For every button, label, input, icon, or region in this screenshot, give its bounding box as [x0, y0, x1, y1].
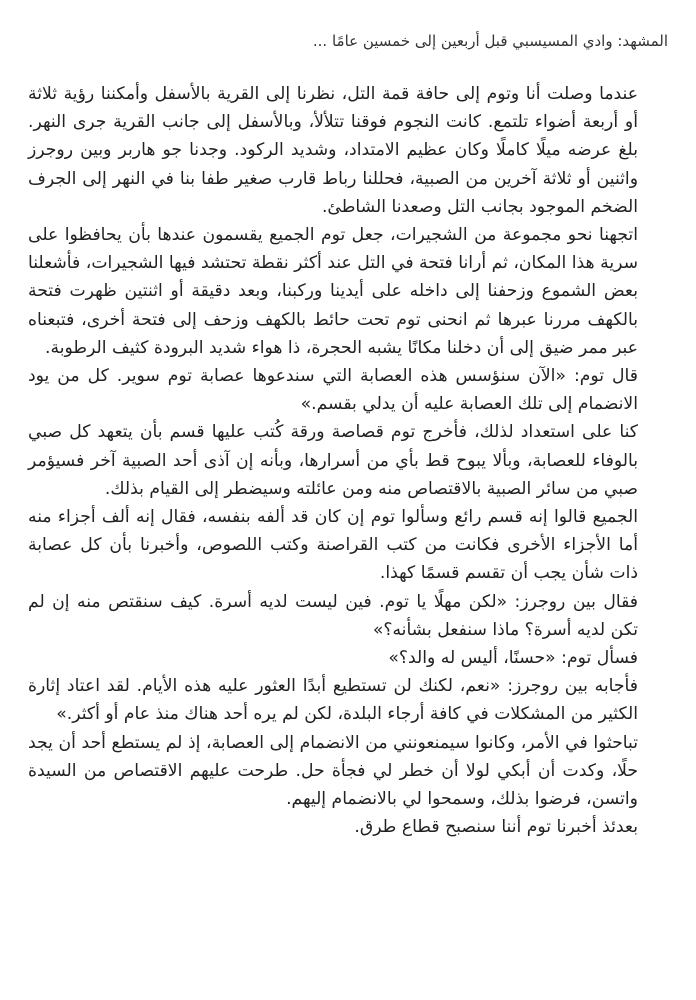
paragraph-4: كنا على استعداد لذلك، فأخرج توم قصاصة ورقة كُتب عليها قسم بأن يتعهد كل صبي بالوفاء للعصابة، وبألا يبوح قط بأي من أسرارها، وبأنه إن آذى أحد الصبية آخر فسيؤمر صبي من سائر الصبية بالاقتصاص منه ومن عائلته وسيضطر إلى القيام بذلك.: [28, 422, 638, 499]
paragraph-7: فسأل توم: «حسنًا، أليس له والد؟»: [388, 648, 638, 669]
paragraph-9: تباحثوا في الأمر، وكانوا سيمنعونني من الانضمام إلى العصابة، إذ لم يستطع أحد أن يجد حلًا، وكدت أن أبكي لولا أن خطر لي فجأة حل. طرحت عليهم الاقتصاص من السيدة واتسن، فرضوا بذلك، وسمحوا لي بالانضمام إليهم.: [28, 732, 638, 810]
story-body: [28, 80, 638, 841]
paragraph-8: فأجابه بين روجرز: «نعم، لكنك لن تستطيع أبدًا العثور عليه هذه الأيام. لقد اعتاد إثارة الكثير من المشكلات في كافة أرجاء البلدة، لكن لم يره أحد هناك منذ عام أو أكثر.»: [28, 676, 638, 725]
paragraph-3: قال توم: «الآن سنؤسس هذه العصابة التي سندعوها عصابة توم سوير. كل من يود الانضمام إلى تلك العصابة عليه أن يدلي بقسم.»: [28, 366, 638, 415]
paragraph-10: بعدئذ أخبرنا توم أننا سنصبح قطاع طرق.: [354, 817, 638, 838]
paragraph-1: عندما وصلت أنا وتوم إلى حافة قمة التل، نظرنا إلى القرية بالأسفل وأمكننا رؤية ثلاثة أو أربعة أضواء تلتمع. كانت النجوم فوقنا تتلألأ، وبالأسفل إلى جانب القرية جرى النهر. بلغ عرضه ميلًا كاملًا وكان عظيم الامتداد، وشديد الركود. وجدنا جو هاربر وبين روجرز واثنين أو ثلاثة آخرين من الصبية، فحللنا رباط قارب صغير طفا بنا في النهر إلى الجرف الضخم الموجود بجانب التل وصعدنا الشاطئ.: [28, 84, 638, 217]
paragraph-6: فقال بين روجرز: «لكن مهلًا يا توم. فين ليست لديه أسرة. كيف سنقتص منه إن لم تكن لديه أسرة؟ ماذا سنفعل بشأنه؟»: [28, 591, 638, 640]
paragraph-2: اتجهنا نحو مجموعة من الشجيرات، جعل توم الجميع يقسمون عندها بأن يحافظوا على سرية هذا المكان، ثم أرانا فتحة في التل عند أكثر نقطة تحتشد فيها الشجيرات، فأشعلنا بعض الشموع وزحفنا إلى داخله على أيدينا وركبنا، وبعد دقيقة أو اثنتين ظهرت فتحة بالكهف مررنا عبرها ثم انحنى توم تحت حائط بالكهف وزحف إلى فتحة أخرى، فتبعناه عبر ممر ضيق إلى أن دخلنا مكانًا يشبه الحجرة، ذا هواء شديد البرودة كثيف الرطوبة.: [28, 225, 638, 358]
paragraph-5: الجميع قالوا إنه قسم رائع وسألوا توم إن كان قد ألفه بنفسه، فقال إنه ألف أجزاء منه أما الأجزاء الأخرى فكانت من كتب القراصنة وكتب اللصوص، وأخبرنا بأن كل عصابة ذات شأن يجب أن تقسم قسمًا كهذا.: [28, 507, 638, 584]
scene-header: المشهد: وادي المسيسبي قبل أربعين إلى خمسين عامًا ...: [312, 32, 668, 50]
